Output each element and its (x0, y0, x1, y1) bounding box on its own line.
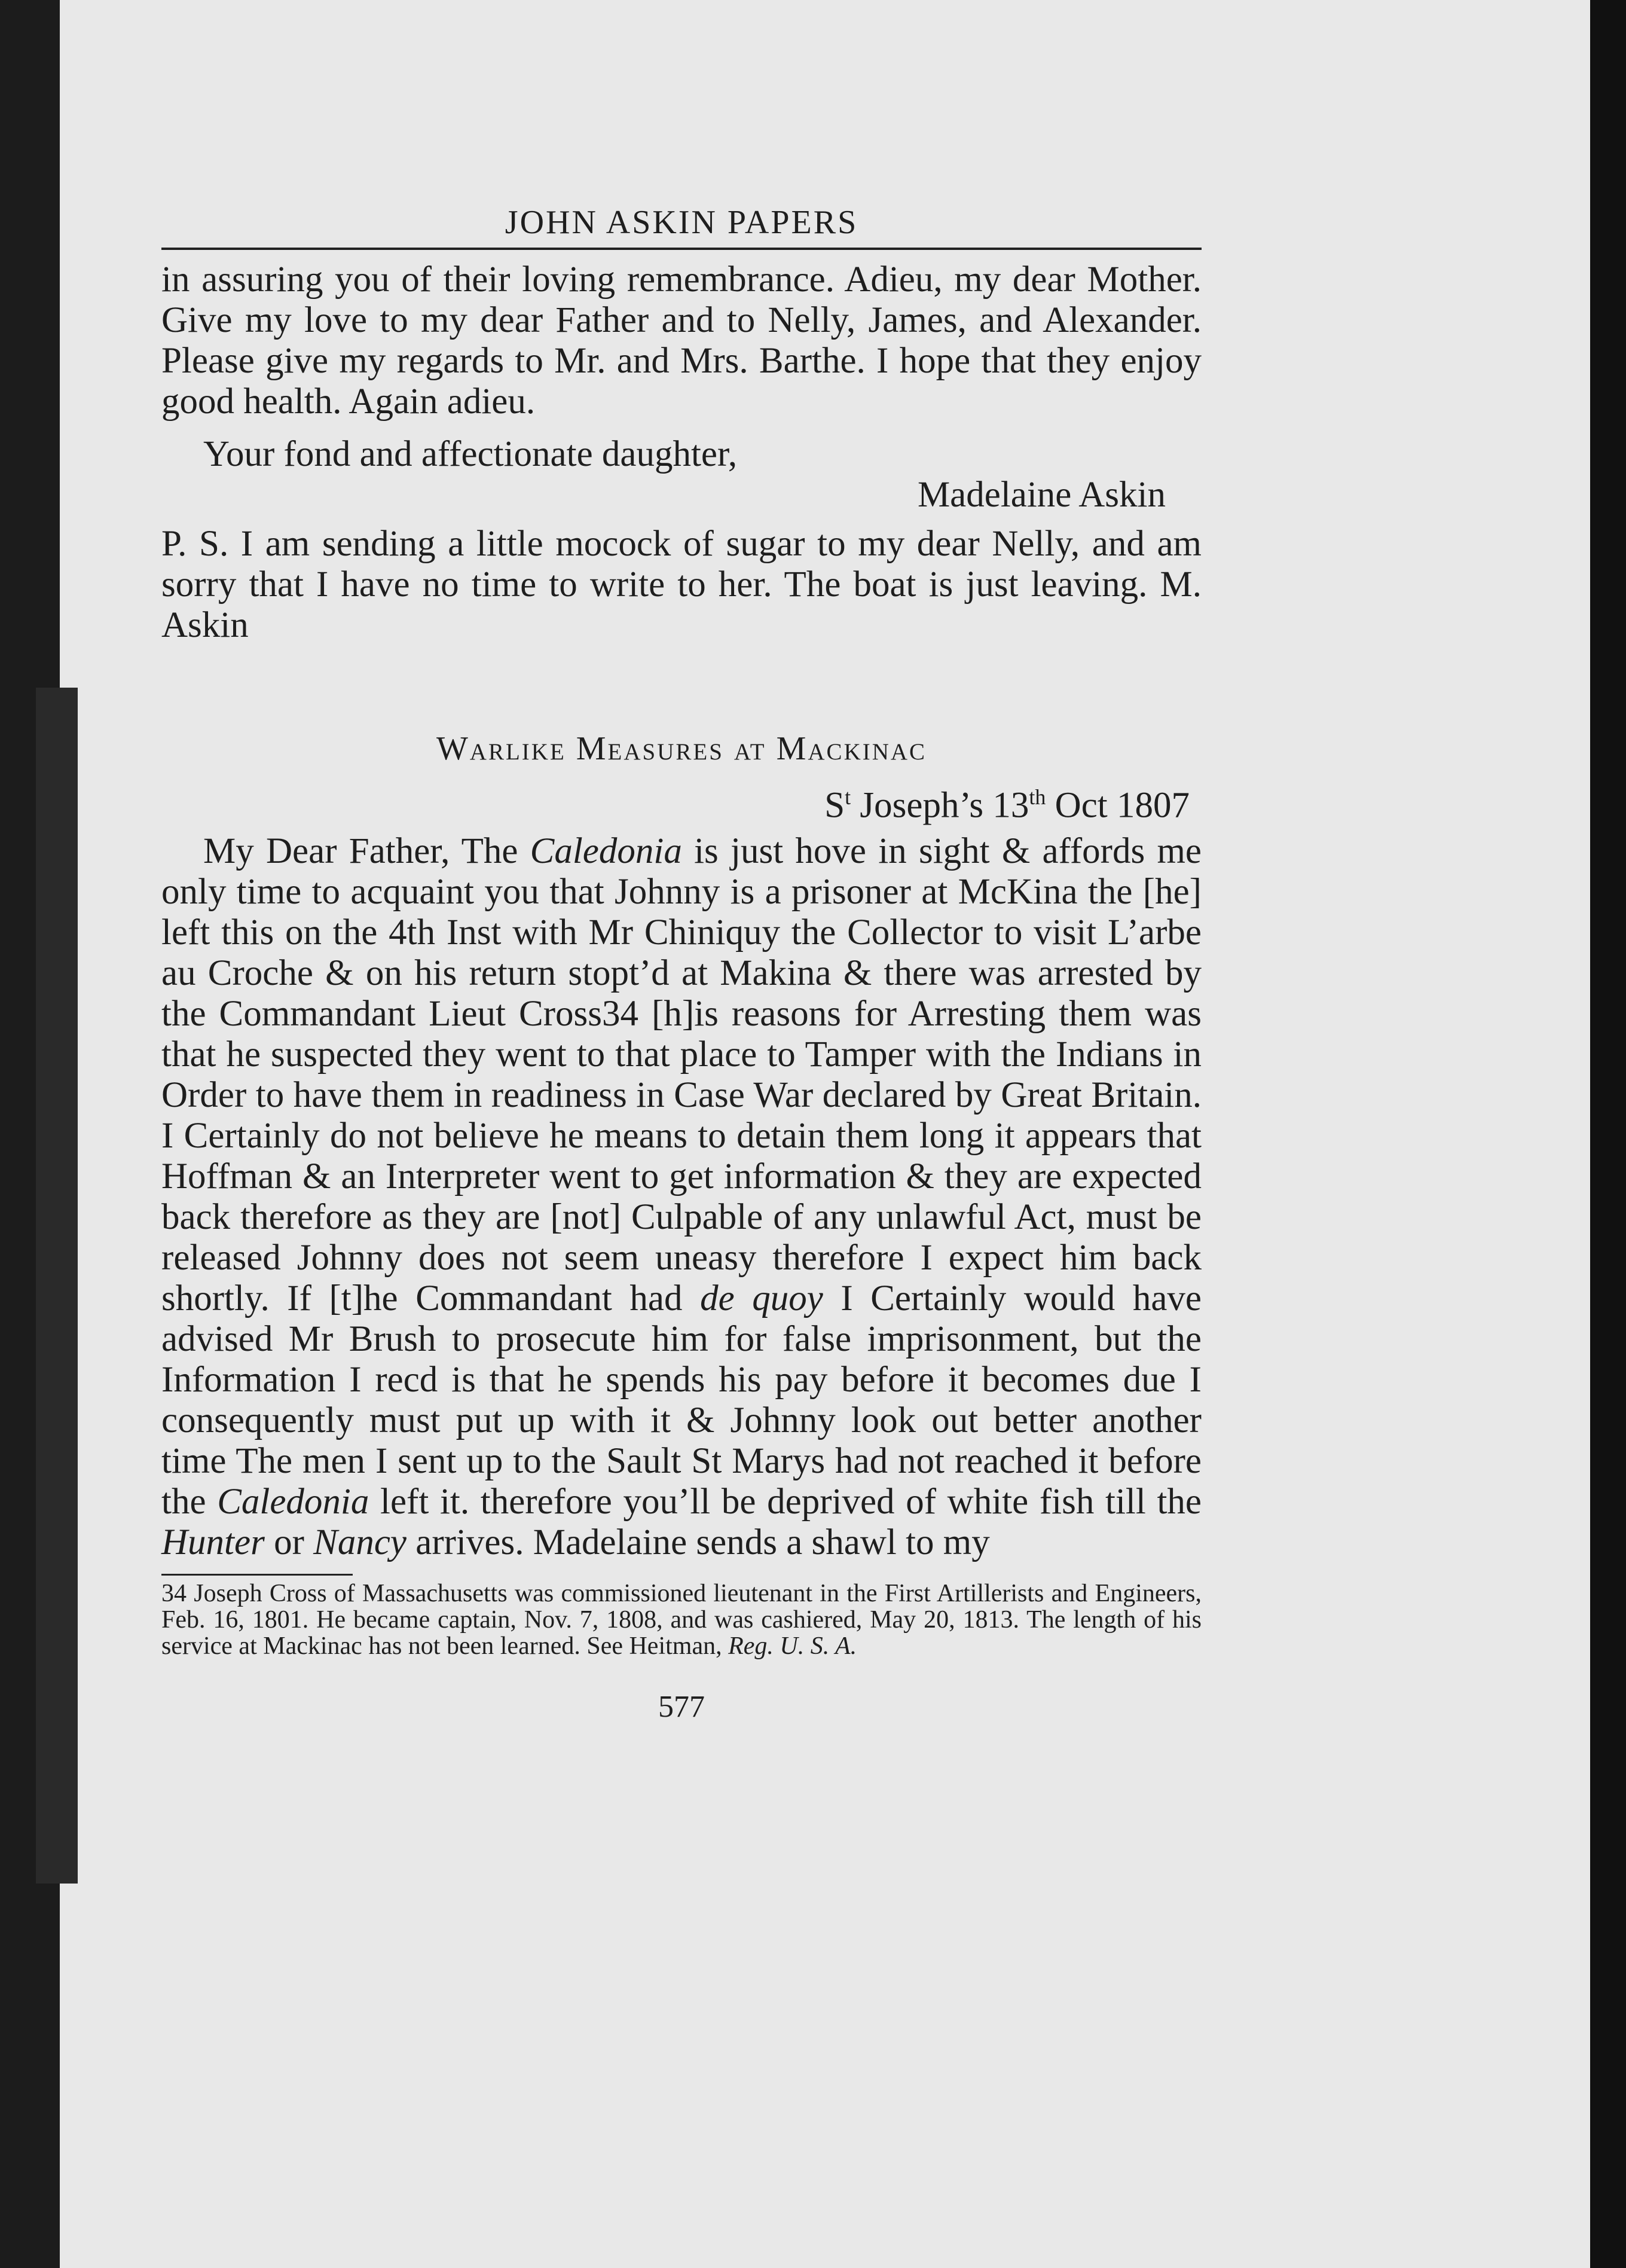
letter2-body: My Dear Father, The Caledonia is just hove in sight & affords me only time to acquaint you that Johnny is a prisoner at McKina the [he] left this on the 4th Inst with Mr Chiniquy the Collector to visit L’arbe au Croche & on his return stopt’d at Makina & there was arrested by the Commandant Lieut Cross34 [h]is reasons for Arresting them was that he suspected they went to that place to Tamper with the Indians in Order to have them in readiness in Case War declared by Great Britain. I Certainly do not believe he means to detain them long it appears that Hoffman & an Interpreter went to get information & they are expected back therefore as they are [not] Culpable of any unlawful Act, must be released Johnny does not seem uneasy therefore I expect him back shortly. If [t]he Commandant had de quoy I Certainly would have advised Mr Brush to prosecute him for false imprisonment, but the Information I recd is that he spends his pay before it becomes due I consequently must put up with it & Johnny look out better another time The men I sent up to the Sault St Marys had not reached it before the Caledonia left it. therefore you’ll be deprived of white fish till the Hunter or Nancy arrives. Madelaine sends a shawl to my (161, 831, 1202, 1563)
letter1-postscript: P. S. I am sending a little mocock of sugar to my dear Nelly, and am sorry that I have no time to write to her. The boat is just leaving. M. Askin (161, 524, 1202, 645)
page-number: 577 (658, 1690, 705, 1724)
letter1-closing: Your fond and affectionate daughter, (203, 434, 738, 474)
ship-name: Nancy (313, 1522, 406, 1563)
dateline: $S^t$ Joseph’s 13th Oct 1807 (824, 785, 1190, 826)
footnote-citation: Reg. U. S. A. (728, 1632, 857, 1660)
ship-name: Hunter (161, 1522, 265, 1563)
section-title: Warlike Measures at Mackinac (436, 730, 927, 767)
footnote: 34 Joseph Cross of Massachusetts was commissioned lieutenant in the First Artillerists and Engineers, Feb. 16, 1801. He became captain, Nov. 7, 1808, and was cashiered, May 20, 1813. The length of his service at Mackinac has not been learned. See Heitman, Reg. U. S. A. (161, 1580, 1202, 1660)
letter1-body: in assuring you of their loving remembrance. Adieu, my dear Mother. Give my love to my dear Father and to Nelly, James, and Alexander. Please give my regards to Mr. and Mrs. Barthe. I hope that they enjoy good health. Again adieu. (161, 260, 1202, 422)
running-head: JOHN ASKIN PAPERS (161, 203, 1202, 250)
letter1-signature: Madelaine Askin (917, 475, 1166, 515)
binding-shadow (1590, 0, 1626, 2268)
foreign-phrase: de quoy (700, 1278, 823, 1319)
ship-name: Caledonia (217, 1482, 369, 1522)
footnote-rule (161, 1574, 353, 1576)
ship-name: Caledonia (530, 831, 682, 872)
salutation: My Dear Father, (203, 831, 450, 872)
page-content (161, 203, 1202, 1724)
torn-left-edge (36, 688, 78, 1884)
